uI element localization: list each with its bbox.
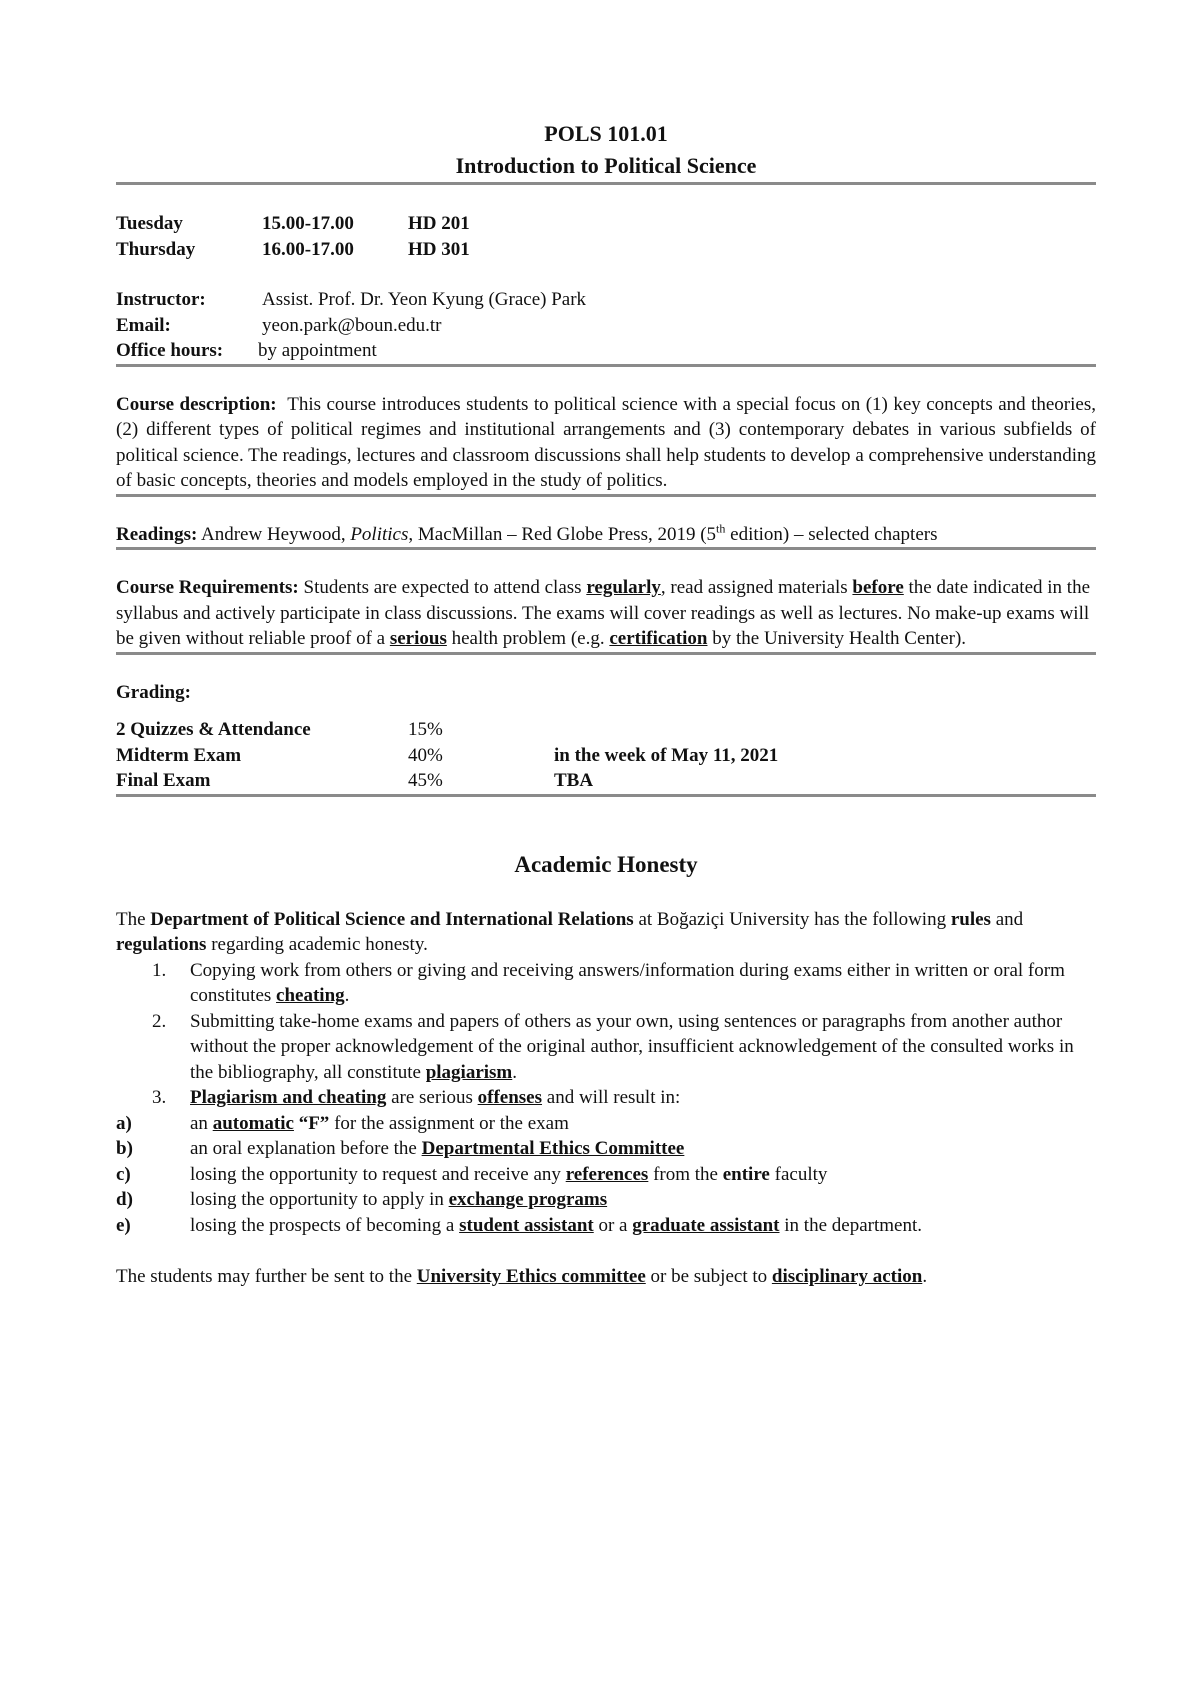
list-text	[190, 1136, 1096, 1162]
closing-text: or be subject to	[650, 1266, 768, 1287]
instructor-row	[116, 287, 1096, 313]
instructor-name: Assist. Prof. Dr. Yeon Kyung (Grace) Park	[262, 289, 587, 310]
list-text	[190, 1187, 1096, 1213]
list-item	[116, 1187, 1096, 1213]
closing-emphasis: University Ethics committee	[416, 1266, 646, 1287]
item-emphasis: student assistant	[459, 1214, 594, 1236]
schedule-day: Thursday	[116, 238, 196, 260]
item-emphasis: graduate assistant	[632, 1214, 780, 1236]
academic-honesty-title: Academic Honesty	[514, 851, 698, 877]
grading-note: TBA	[554, 770, 594, 791]
course-description	[116, 392, 1096, 497]
requirements-text: health problem (e.g.	[451, 628, 605, 649]
grading-item: Midterm Exam	[116, 744, 242, 766]
schedule-row	[116, 237, 1096, 263]
item-text: from the	[653, 1163, 718, 1185]
list-text: Submitting take-home exams and papers of others as your own, using sentences or paragraphs from another author without the proper acknowledgement of the original author, insufficient acknowledgement of the consulted works in the bibliography, all constitute plagiarism.	[190, 1010, 1074, 1083]
item-text: losing the opportunity to request and receive any	[190, 1163, 561, 1185]
requirements-label: Course Requirements:	[116, 577, 299, 598]
requirements-text: by the University Health Center).	[712, 628, 967, 649]
item-text: in the department.	[784, 1214, 922, 1236]
item-text: or a	[598, 1214, 628, 1236]
schedule-time: 16.00-17.00	[262, 238, 354, 260]
intro-text: regarding academic honesty.	[211, 934, 428, 955]
list-item	[116, 1136, 1096, 1162]
office-hours-label: Office hours:	[116, 340, 224, 361]
email-address[interactable]: yeon.park@boun.edu.tr	[262, 314, 442, 336]
readings-sup: th	[716, 521, 726, 536]
description-label: Course description:	[116, 393, 277, 415]
email-label: Email:	[116, 314, 171, 336]
intro-text: at Boğaziçi University has the following	[638, 908, 947, 930]
honesty-intro	[116, 907, 1096, 958]
instructor-info	[116, 287, 1096, 367]
item-text: losing the opportunity to apply in	[190, 1189, 444, 1210]
grading-item: 2 Quizzes & Attendance	[116, 719, 311, 740]
list-marker: 1.	[152, 959, 167, 981]
intro-rules: rules	[950, 908, 991, 930]
course-code: POLS 101.01	[544, 121, 668, 146]
item-text: losing the prospects of becoming a	[190, 1214, 455, 1236]
readings-book: Politics	[350, 523, 409, 545]
intro-regulations: regulations	[116, 934, 207, 955]
requirements-emphasis: before	[852, 577, 904, 598]
document-body	[116, 118, 1096, 1290]
item-text: Copying work from others or giving and receiving answers/information during exams either in written or oral form constitutes	[190, 959, 1065, 1006]
closing-text: The students may further be sent to the	[116, 1266, 413, 1287]
list-marker: c)	[116, 1163, 131, 1185]
item-emphasis: offenses	[477, 1087, 543, 1108]
course-requirements	[116, 575, 1096, 655]
grading-percent: 45%	[408, 770, 443, 791]
item-bold: entire	[722, 1163, 770, 1185]
intro-text: The	[116, 908, 146, 930]
item-emphasis: cheating	[276, 985, 345, 1006]
closing-emphasis: disciplinary action	[771, 1266, 923, 1287]
item-emphasis: exchange programs	[448, 1189, 608, 1210]
list-item	[116, 1085, 1096, 1111]
list-item	[116, 1213, 1096, 1239]
schedule-time: 15.00-17.00	[262, 213, 354, 234]
schedule	[116, 211, 1096, 262]
item-emphasis: automatic	[212, 1112, 294, 1134]
readings-label: Readings:	[116, 523, 198, 545]
description-text: This course introduces students to political science with a special focus on (1) key concepts and theories, (2) different types of political regimes and institutional arrangements and (3) contemporary debates in various subfields of political science. The readings, lectures and classroom discussions shall help students to develop a comprehensive understanding of basic concepts, theories and models employed in the study of politics.	[116, 393, 1096, 491]
list-marker: e)	[116, 1214, 131, 1236]
grading-percent: 15%	[408, 719, 443, 740]
readings-rest: edition) – selected chapters	[725, 523, 938, 545]
item-emphasis: Plagiarism and cheating	[190, 1087, 387, 1108]
list-text	[190, 1162, 1096, 1188]
list-text	[190, 1085, 1096, 1111]
item-text: an oral explanation before the	[190, 1138, 417, 1159]
requirements-emphasis: serious	[389, 628, 447, 649]
readings-author: Andrew Heywood,	[201, 523, 346, 545]
readings-publisher: , MacMillan – Red Globe Press, 2019 (5	[408, 523, 717, 545]
grading-percent: 40%	[408, 744, 443, 766]
item-text: faculty	[774, 1163, 828, 1185]
list-item	[116, 958, 1096, 1009]
list-marker: b)	[116, 1138, 133, 1159]
list-item	[116, 1111, 1096, 1137]
item-emphasis: plagiarism	[425, 1061, 513, 1083]
item-text: for the assignment or the exam	[334, 1112, 569, 1134]
honesty-closing: The students may further be sent to the University Ethics committee or be subject to disciplinary action.	[116, 1266, 928, 1287]
grading-note: in the week of May 11, 2021	[554, 744, 779, 766]
requirements-text: the date indicated in the syllabus and actively participate in class discussions. The exams will cover readings as well as lectures. No make-up exams will be given without reliable proof of a	[116, 577, 1091, 649]
intro-text: and	[995, 908, 1024, 930]
schedule-room: HD 301	[408, 238, 470, 260]
list-marker: 2.	[152, 1010, 167, 1032]
item-text: and will result in:	[546, 1087, 681, 1108]
office-hours-value: by appointment	[258, 340, 377, 361]
list-text	[190, 1111, 1096, 1137]
office-hours-row	[116, 338, 1096, 364]
list-marker: 3.	[152, 1087, 167, 1108]
item-text: are serious	[391, 1087, 473, 1108]
readings	[116, 522, 1096, 551]
list-text: Copying work from others or giving and receiving answers/information during exams either in written or oral form constitutes cheating.	[190, 959, 1065, 1006]
honesty-rules-list	[116, 958, 1096, 1239]
course-title: Introduction to Political Science	[116, 150, 1096, 185]
grading-item: Final Exam	[116, 770, 211, 791]
list-item	[116, 1162, 1096, 1188]
requirements-text: Students are expected to attend class	[303, 577, 582, 598]
grading-label: Grading:	[116, 681, 191, 703]
list-text	[190, 1213, 1096, 1239]
requirements-emphasis: certification	[609, 628, 708, 649]
item-text: Submitting take-home exams and papers of others as your own, using sentences or paragraphs from another author without the proper acknowledgement of the original author, insufficient acknowledgement of the consulted works in the bibliography, all constitute	[190, 1010, 1074, 1083]
item-text: an	[190, 1112, 208, 1134]
instructor-label: Instructor:	[116, 289, 206, 310]
intro-department: Department of Political Science and International Relations	[150, 908, 634, 930]
requirements-text: , read assigned materials	[660, 577, 848, 598]
requirements-emphasis: regularly	[586, 577, 661, 598]
item-emphasis: Departmental Ethics Committee	[421, 1138, 685, 1159]
list-marker: a)	[116, 1112, 132, 1134]
schedule-row	[116, 211, 1096, 237]
grading-row	[116, 717, 1096, 743]
grading-spacer	[116, 705, 1096, 717]
schedule-day: Tuesday	[116, 213, 183, 234]
item-emphasis: references	[565, 1163, 649, 1185]
item-grade: “F”	[298, 1112, 330, 1134]
grading-row	[116, 743, 1096, 769]
grading-row	[116, 768, 1096, 794]
grading	[116, 680, 1096, 797]
list-marker: d)	[116, 1189, 133, 1210]
email-row	[116, 313, 1096, 339]
list-item	[116, 1009, 1096, 1086]
schedule-room: HD 201	[408, 213, 470, 234]
